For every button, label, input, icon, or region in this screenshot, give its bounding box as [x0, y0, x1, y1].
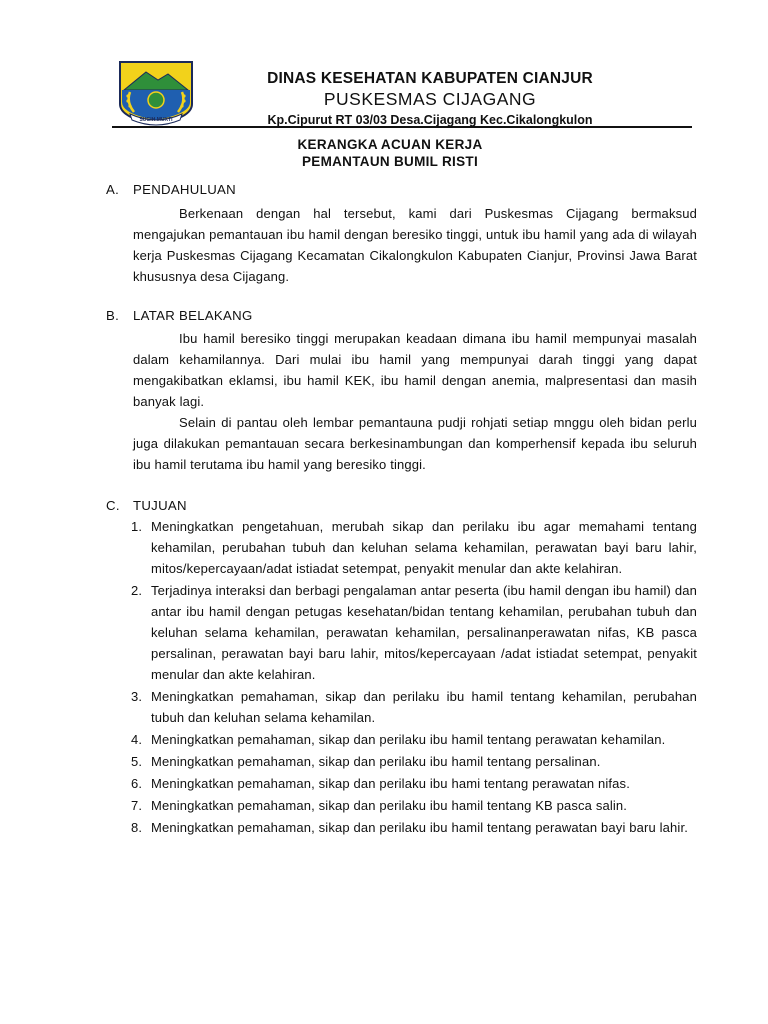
puskesmas-name: PUSKESMAS CIJAGANG — [323, 89, 537, 109]
list-item-text: Terjadinya interaksi dan berbagi pengalaman antar peserta (ibu hamil dengan ibu hamil) dan antar ibu hamil dengan petugas kesehatan/bidan tentang kehamilan, perubahan tubuh dan keluhan selama kehamilan, perawatan kehamilan, persalinanperawatan nifas, KB pasca persalinan, perawatan bayi baru lahir, mitos/kepercayaan /adat istiadat setempat, penyakit menular dan akte kelahiran. — [151, 583, 697, 682]
section-a-title: PENDAHULUAN — [133, 182, 236, 197]
list-item-number: 7. — [131, 798, 143, 813]
list-item-text: Meningkatkan pengetahuan, merubah sikap dan perilaku ibu agar memahami tentang kehamilan, perubahan tubuh dan keluhan selama kehamilan, perawatan bayi baru lahir, mitos/kepercayaan/adat istiadat setempat, penyakit menular dan akte kelahiran. — [151, 519, 697, 576]
document-title — [100, 136, 680, 170]
section-c-letter: C. — [106, 498, 120, 513]
section-b-paragraph-2 — [133, 412, 697, 475]
title-line-2: PEMANTAUN BUMIL RISTI — [301, 154, 479, 169]
section-a-letter: A. — [106, 182, 120, 197]
section-b-title: LATAR BELAKANG — [133, 308, 253, 323]
section-b-text-2: Selain di pantau oleh lembar pemantauna pudji rohjati setiap mnggu oleh bidan perlu juga dilakukan pemantauan secara berkesinambungan dan komperhensif kepada ibu seluruh ibu hamil terutama ibu hamil yang beresiko tinggi. — [133, 415, 697, 472]
list-item — [131, 817, 697, 838]
list-item-text: Meningkatkan pemahaman, sikap dan perilaku ibu hamil tentang KB pasca salin. — [151, 798, 628, 813]
section-b-heading — [106, 308, 253, 323]
list-item-text: Meningkatkan pemahaman, sikap dan perilaku ibu hamil tentang perawatan bayi baru lahir. — [151, 820, 688, 835]
list-item — [131, 516, 697, 579]
list-item-text: Meningkatkan pemahaman, sikap dan perilaku ibu hami tentang perawatan nifas. — [151, 776, 630, 791]
section-b-letter: B. — [106, 308, 120, 323]
letterhead-divider — [112, 126, 692, 128]
list-item — [131, 686, 697, 728]
list-item-text: Meningkatkan pemahaman, sikap dan perilaku ibu hamil tentang perawatan kehamilan. — [151, 732, 666, 747]
list-item — [131, 751, 697, 772]
section-b-paragraph-1 — [133, 328, 697, 412]
section-a-heading — [106, 182, 236, 197]
title-line-1: KERANGKA ACUAN KERJA — [297, 137, 483, 152]
section-c-heading — [106, 498, 187, 513]
letterhead — [210, 70, 650, 127]
list-item-number: 5. — [131, 754, 143, 769]
section-a-text: Berkenaan dengan hal tersebut, kami dari Puskesmas Cijagang bermaksud mengajukan pemantauan ibu hamil dengan beresiko tinggi, untuk ibu hamil yang ada di wilayah kerja Puskesmas Cijagang Kecamatan Cikalongkulon Kabupaten Cianjur, Provinsi Jawa Barat khususnya desa Cijagang. — [133, 206, 697, 284]
list-item — [131, 773, 697, 794]
list-item — [131, 580, 697, 685]
regency-emblem-logo — [116, 60, 196, 126]
section-c-title: TUJUAN — [133, 498, 187, 513]
list-item-number: 4. — [131, 732, 143, 747]
list-item-number: 6. — [131, 776, 143, 791]
list-item-number: 1. — [131, 519, 143, 534]
logo-motto: SUGIH MUKTI — [139, 117, 173, 123]
list-item — [131, 729, 697, 750]
list-item-number: 3. — [131, 689, 143, 704]
section-b-text-1: Ibu hamil beresiko tinggi merupakan keadaan dimana ibu hamil mempunyai masalah dalam kehamilannya. Dari mulai ibu hamil yang mempunyai darah tinggi yang dapat mengakibatkan eklamsi, ibu hamil KEK, ibu hamil dengan anemia, malpresentasi dan masih banyak lagi. — [133, 331, 697, 409]
objectives-list — [131, 516, 697, 839]
section-a-paragraph — [133, 203, 697, 287]
list-item-text: Meningkatkan pemahaman, sikap dan perilaku ibu hamil tentang kehamilan, perubahan tubuh dan keluhan selama kehamilan. — [151, 689, 697, 725]
list-item — [131, 795, 697, 816]
agency-name: DINAS KESEHATAN KABUPATEN CIANJUR — [267, 70, 593, 87]
list-item-number: 8. — [131, 820, 143, 835]
list-item-number: 2. — [131, 583, 143, 598]
list-item-text: Meningkatkan pemahaman, sikap dan perilaku ibu hamil tentang persalinan. — [151, 754, 601, 769]
address: Kp.Cipurut RT 03/03 Desa.Cijagang Kec.Cikalongkulon — [267, 113, 593, 127]
